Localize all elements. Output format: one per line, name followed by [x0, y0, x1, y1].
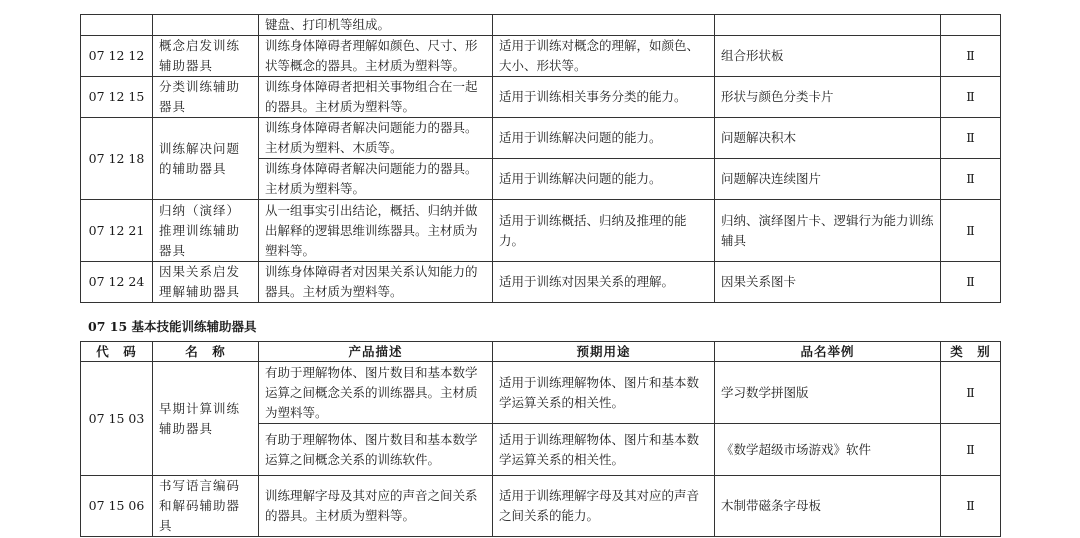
cell-use	[493, 15, 715, 36]
cell-cat: Ⅱ	[941, 118, 1001, 159]
header-use: 预期用途	[493, 342, 715, 362]
cell-name: 归纳（演绎）推理训练辅助器具	[153, 200, 259, 262]
cell-desc: 训练理解字母及其对应的声音之间关系的器具。主材质为塑料等。	[259, 476, 493, 537]
cell-cat: Ⅱ	[941, 476, 1001, 537]
cell-use: 适用于训练对概念的理解，如颜色、大小、形状等。	[493, 36, 715, 77]
cell-code: 07 15 03	[81, 362, 153, 476]
header-code: 代 码	[81, 342, 153, 362]
cell-use: 适用于训练对因果关系的理解。	[493, 262, 715, 303]
cell-example: 《数学超级市场游戏》软件	[715, 424, 941, 476]
cell-example: 问题解决连续图片	[715, 159, 941, 200]
cell-code: 07 12 24	[81, 262, 153, 303]
cell-code: 07 12 21	[81, 200, 153, 262]
cell-name: 分类训练辅助器具	[153, 77, 259, 118]
cell-use: 适用于训练概括、归纳及推理的能力。	[493, 200, 715, 262]
cell-desc: 训练身体障碍者解决问题能力的器具。主材质为塑料、木质等。	[259, 118, 493, 159]
cell-example: 因果关系图卡	[715, 262, 941, 303]
header-desc: 产品描述	[259, 342, 493, 362]
cell-example: 问题解决积木	[715, 118, 941, 159]
cell-example	[715, 15, 941, 36]
table-row	[81, 118, 1001, 159]
cell-cat	[941, 15, 1001, 36]
cell-code: 07 12 12	[81, 36, 153, 77]
cell-example: 形状与颜色分类卡片	[715, 77, 941, 118]
cell-desc: 从一组事实引出结论，概括、归纳并做出解释的逻辑思维训练器具。主材质为塑料等。	[259, 200, 493, 262]
cell-cat: Ⅱ	[941, 159, 1001, 200]
cell-desc: 训练身体障碍者理解如颜色、尺寸、形状等概念的器具。主材质为塑料等。	[259, 36, 493, 77]
cell-name: 概念启发训练辅助器具	[153, 36, 259, 77]
cell-use: 适用于训练相关事务分类的能力。	[493, 77, 715, 118]
header-example: 品名举例	[715, 342, 941, 362]
cell-cat: Ⅱ	[941, 362, 1001, 424]
cell-example: 归纳、演绎图片卡、逻辑行为能力训练辅具	[715, 200, 941, 262]
cell-use: 适用于训练理解字母及其对应的声音之间关系的能力。	[493, 476, 715, 537]
cell-example: 学习数学拼图版	[715, 362, 941, 424]
header-cat: 类 别	[941, 342, 1001, 362]
cell-cat: Ⅱ	[941, 262, 1001, 303]
cell-code: 07 12 15	[81, 77, 153, 118]
table-row	[81, 77, 1001, 118]
table-lower	[80, 341, 1001, 537]
cell-desc: 有助于理解物体、图片数目和基本数学运算之间概念关系的训练软件。	[259, 424, 493, 476]
section-title: 07 15 基本技能训练辅助器具	[88, 319, 257, 334]
table-row	[81, 362, 1001, 424]
cell-desc: 训练身体障碍者把相关事物组合在一起的器具。主材质为塑料等。	[259, 77, 493, 118]
cell-code: 07 15 06	[81, 476, 153, 537]
cell-code	[81, 15, 153, 36]
table-row	[81, 36, 1001, 77]
cell-cat: Ⅱ	[941, 424, 1001, 476]
cell-name: 因果关系启发理解辅助器具	[153, 262, 259, 303]
cell-cat: Ⅱ	[941, 77, 1001, 118]
cell-desc: 训练身体障碍者解决问题能力的器具。主材质为塑料等。	[259, 159, 493, 200]
cell-name: 早期计算训练辅助器具	[153, 362, 259, 476]
cell-example: 组合形状板	[715, 36, 941, 77]
cell-code: 07 12 18	[81, 118, 153, 200]
cell-name	[153, 15, 259, 36]
cell-name: 书写语言编码和解码辅助器具	[153, 476, 259, 537]
table-upper	[80, 14, 1001, 303]
table-header-row	[81, 342, 1001, 362]
cell-cat: Ⅱ	[941, 200, 1001, 262]
cell-desc: 训练身体障碍者对因果关系认知能力的器具。主材质为塑料等。	[259, 262, 493, 303]
table-row	[81, 476, 1001, 537]
cell-name: 训练解决问题的辅助器具	[153, 118, 259, 200]
cell-use: 适用于训练理解物体、图片和基本数学运算关系的相关性。	[493, 362, 715, 424]
table-row	[81, 262, 1001, 303]
cell-example: 木制带磁条字母板	[715, 476, 941, 537]
table-row	[81, 15, 1001, 36]
cell-use: 适用于训练理解物体、图片和基本数学运算关系的相关性。	[493, 424, 715, 476]
table-row	[81, 200, 1001, 262]
header-name: 名 称	[153, 342, 259, 362]
cell-use: 适用于训练解决问题的能力。	[493, 118, 715, 159]
cell-use: 适用于训练解决问题的能力。	[493, 159, 715, 200]
cell-cat: Ⅱ	[941, 36, 1001, 77]
cell-desc: 有助于理解物体、图片数目和基本数学运算之间概念关系的训练器具。主材质为塑料等。	[259, 362, 493, 424]
cell-desc: 键盘、打印机等组成。	[259, 15, 493, 36]
